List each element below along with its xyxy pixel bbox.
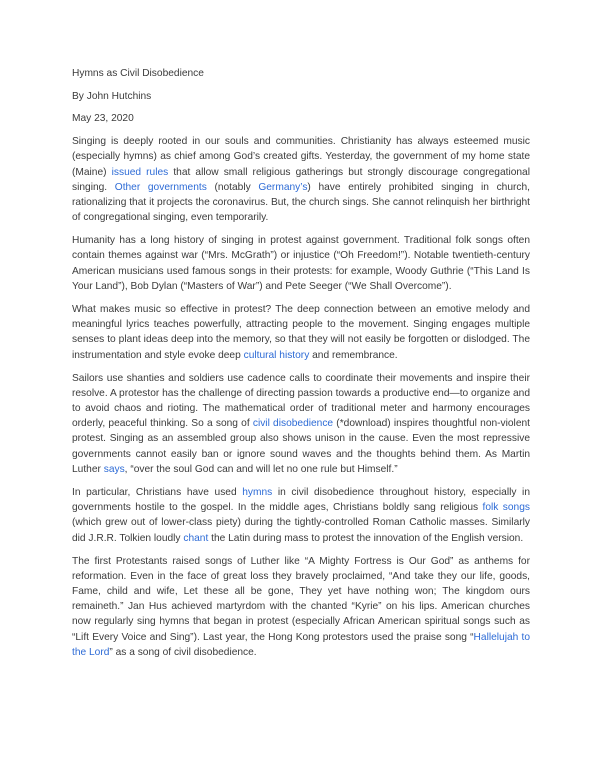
text-run: Humanity has a long history of singing in protest against government. Traditional folk songs often contain themes against war (“Mrs. McGrath”) or injustice (“Oh Freedom!”). Notable twentieth-century American musicians used famous songs in their protests: for example, Woody Guthrie (“This Land Is Your Land”), Bob Dylan (“Masters of War”) and Pete Seeger (“We Shall Overcome”). (72, 235, 530, 292)
link-hymns[interactable]: hymns (242, 486, 273, 498)
link-issued-rules[interactable]: issued rules (111, 166, 169, 178)
link-says[interactable]: says (103, 463, 125, 475)
text-run: in civil disobedience throughout history, especially in governments hostile to the gospel. In the middle ages, Christians boldly sang religious (72, 486, 530, 514)
publish-date: May 23, 2020 (72, 113, 134, 125)
link-hallelujah-to-the-lord[interactable]: Hallelujah to the Lord (72, 631, 530, 658)
paragraph-2 (72, 233, 530, 294)
text-run: the Latin during mass to protest the innovation of the English version. (208, 532, 524, 544)
link-cultural-history[interactable]: cultural history (243, 349, 310, 361)
text-run: The first Protestants raised songs of Luther like “A Mighty Fortress is Our God” as anthems for reformation. Even in the face of great loss they bravely proclaimed, “And take they our life, goods, Fame, child and wife, Let these all be gone, They yet have nothing won; The kingdom ours remaineth.” Jan Hus achieved martyrdom with the chanted “Kyrie” on his lips. American churches now regularly sing hymns that began in protest (especially African American spiritual songs such as “Lift Every Voice and Sing”). Last year, the Hong Kong protestors used the praise song “ (72, 555, 530, 643)
text-run: ) have entirely prohibited singing in church, rationalizing that it projects the coronavirus. But, the church sings. She cannot relinquish her birthright of congregational singing, even temporarily. (72, 181, 530, 224)
text-run: (notably (206, 181, 259, 193)
byline: By John Hutchins (72, 90, 152, 102)
text-run: (*download) inspires thoughtful non-violent protest. Singing as an assembled group also shows unison in the cause. Even the most repressive governments cannot easily ban or ignore sound waves and the thoughts behind them. As Martin Luther (72, 418, 530, 475)
text-run: What makes music so effective in protest? The deep connection between an emotive melody and meaningful lyrics teaches powerfully, attracting people to the movement. Singing engages multiple senses to plant ideas deep into the memory, so that they will not easily be forgotten or dislodged. The instrumentation and style evoke deep (72, 303, 530, 361)
text-run: In particular, Christians have used (72, 486, 243, 498)
text-run: Singing is deeply rooted in our souls and communities. Christianity has always esteemed music (especially hymns) as chief among God’s created gifts. Yesterday, the government of my home state (Maine) (72, 136, 530, 178)
document-title: Hymns as Civil Disobedience (72, 68, 204, 79)
text-run: (which grew out of lower-class piety) during the tightly-controlled Roman Catholic masses. Similarly did J.R.R. Tolkien loudly (72, 517, 530, 544)
paragraph-6 (72, 554, 530, 660)
text-run: that allow small religious gatherings but strongly discourage congregational singing. (72, 166, 530, 193)
paragraph-5 (72, 485, 530, 546)
link-chant[interactable]: chant (183, 532, 209, 544)
text-run: and remembrance. (309, 349, 398, 361)
text-run: ” as a song of civil disobedience. (109, 646, 257, 658)
paragraph-4 (72, 371, 530, 477)
link-germanys[interactable]: Germany’s (258, 181, 308, 193)
text-run: Sailors use shanties and soldiers use cadence calls to coordinate their movements and inspire their resolve. A protestor has the challenge of directing passion towards a productive end—to organize and to avoid chaos and rioting. The mathematical order of traditional meter and harmony encourages orderly, peaceful thinking. So a song of (72, 372, 530, 430)
paragraph-3 (72, 302, 530, 363)
text-run: , “over the soul God can and will let no one rule but Himself.” (124, 463, 398, 475)
document-page (72, 66, 530, 668)
link-folk-songs[interactable]: folk songs (482, 502, 530, 514)
link-civil-disobedience[interactable]: civil disobedience (252, 418, 334, 430)
paragraph-1 (72, 134, 530, 225)
link-other-governments[interactable]: Other governments (114, 181, 207, 193)
